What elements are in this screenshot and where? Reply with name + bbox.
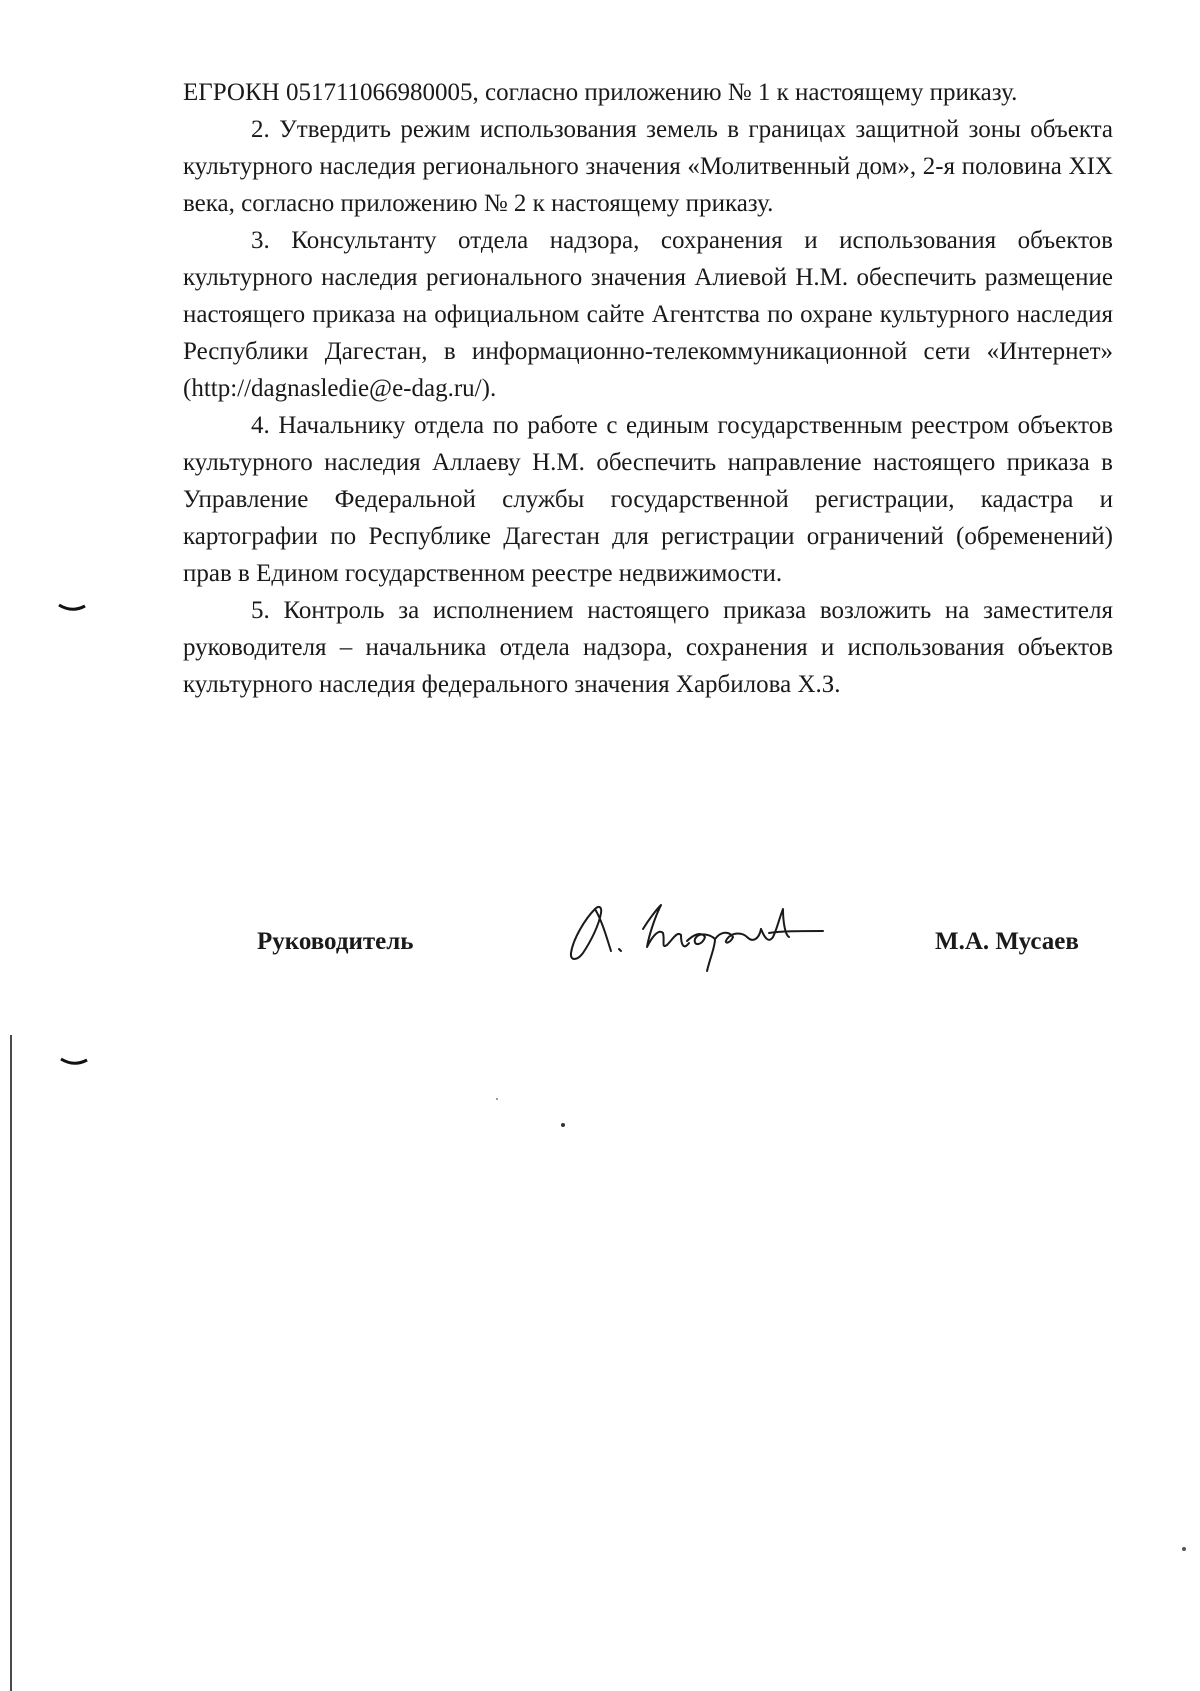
scan-speck <box>496 1098 498 1100</box>
paragraph-item-2: 2. Утвердить режим использования земель в границах защитной зоны объекта культурного наследия регионального значения «Молитвенный дом», 2-я половина XIX века, согласно приложению № 2 к настоящему приказу. <box>183 116 1113 217</box>
scan-edge-line <box>10 1035 12 1691</box>
signatory-name: М.А. Мусаев <box>935 928 1079 955</box>
scan-mark <box>60 1057 88 1067</box>
handwritten-signature <box>565 895 835 975</box>
signatory-title: Руководитель <box>257 928 414 955</box>
paragraph-item-4: 4. Начальнику отдела по работе с единым государственным реестром объектов культурного наследия Аллаеву Н.М. обеспечить направление настоящего приказа в Управление Федеральной службы государственной регистрации, кадастра и картографии по Республике Дагестан для регистрации ограничений (обременений) прав в Едином государственном реестре недвижимости. <box>183 412 1113 587</box>
scan-mark <box>58 603 86 613</box>
paragraph-item-3: 3. Консультанту отдела надзора, сохранения и использования объектов культурного наследия регионального значения Алиевой Н.М. обеспечить размещение настоящего приказа на официальном сайте Агентства по охране культурного наследия Республики Дагестан, в информационно-телекоммуникационной сети «Интернет» (http://dagnasledie@e-dag.ru/). <box>183 227 1113 402</box>
scan-speck <box>1182 1547 1186 1551</box>
signature-block <box>0 895 1200 985</box>
scan-speck <box>561 1123 565 1127</box>
paragraph-registry-continuation: ЕГРОКН 051711066980005, согласно приложению № 1 к настоящему приказу. <box>183 79 1018 106</box>
paragraph-item-5: 5. Контроль за исполнением настоящего приказа возложить на заместителя руководителя – начальника отдела надзора, сохранения и использования объектов культурного наследия федерального значения Харбилова Х.З. <box>183 597 1113 698</box>
order-body <box>183 74 1113 703</box>
